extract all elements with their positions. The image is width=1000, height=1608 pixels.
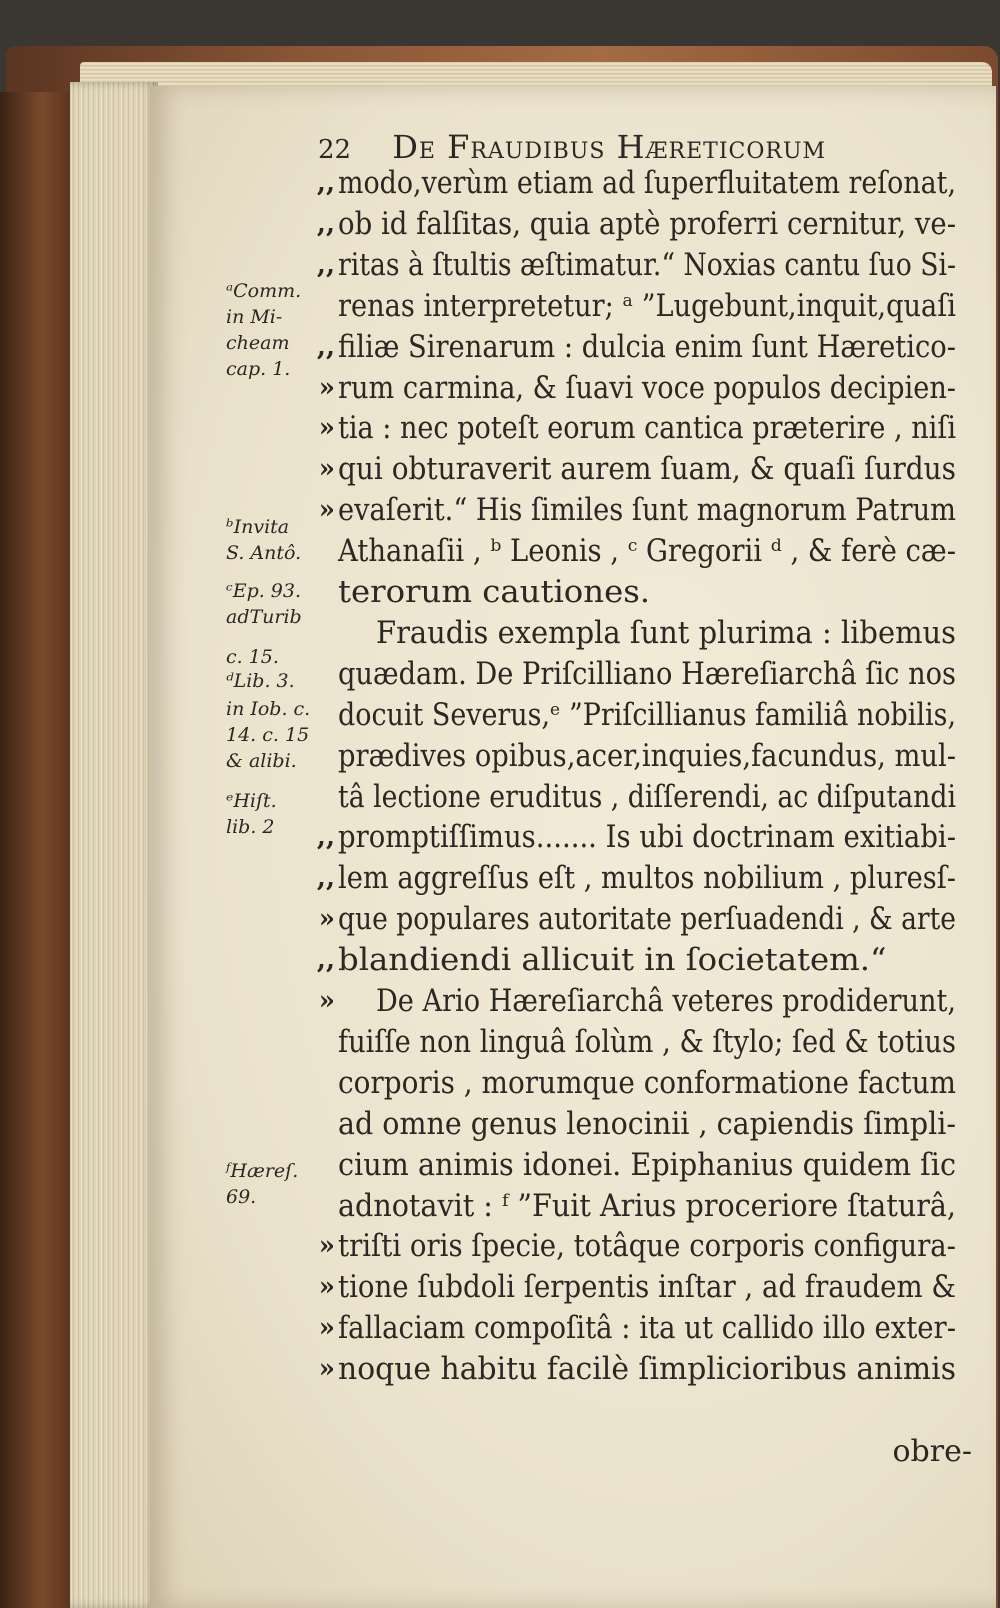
margin-note: S. Antô. [226, 542, 302, 564]
text-line [338, 207, 978, 242]
text-line [338, 739, 978, 774]
text-line [338, 1352, 978, 1387]
text-line-content: prædives opibus,acer,inquies,facundus, mul- [338, 738, 956, 774]
text-line-content: triſti oris ſpecie, totâque corporis configura- [338, 1229, 956, 1265]
text-line-content: tia : nec poteſt eorum cantica præterire , niſi [338, 411, 956, 447]
text-line [338, 984, 978, 1019]
text-line-content: ritas à ſtultis æſtimatur.“ Noxias cantu ſuo Si- [338, 247, 956, 283]
margin-note: 69. [226, 1186, 257, 1208]
text-line [338, 657, 978, 692]
text-line-content: ob id falſitas, quia aptè proferri cernitur, ve- [338, 206, 956, 242]
quotation-mark: » [318, 1272, 335, 1303]
text-line [338, 1229, 978, 1264]
text-line-content: cium animis idonei. Epiphanius quidem ſic [338, 1147, 956, 1183]
margin-note: ᵇInvita [226, 516, 290, 538]
text-line [338, 1066, 978, 1101]
text-line-content: modo,verùm etiam ad ſuperfluitatem reſonat, [338, 166, 956, 201]
text-line [338, 330, 978, 365]
text-line-content: lem aggreſſus eſt , multos nobilium , pluresſ- [338, 861, 956, 897]
margin-note: ᶜEp. 93. [226, 580, 302, 602]
text-line-content: Athanaſii , ᵇ Leonis , ᶜ Gregorii ᵈ , & ferè cæ- [338, 534, 956, 570]
quotation-mark: ,, [316, 863, 335, 894]
margin-note: ᵃComm. [226, 280, 302, 302]
text-line [338, 371, 978, 406]
text-line [338, 1107, 978, 1142]
text-line-content: noque habitu facilè ſimplicioribus animis [338, 1352, 956, 1388]
margin-note: lib. 2 [226, 816, 275, 838]
quotation-mark: » [318, 986, 335, 1016]
text-line [338, 1311, 978, 1346]
text-line-content: quædam. De Priſcilliano Hæreſiarchâ ſic nos [338, 656, 956, 692]
quotation-mark: ,, [316, 249, 335, 280]
text-line [338, 1025, 978, 1060]
text-line-content: tâ lectione eruditus , diſſerendi, ac diſputandi [338, 779, 956, 815]
margin-note: 14. c. 15 [226, 724, 310, 746]
quotation-mark: ,, [316, 822, 335, 853]
text-line-content: filiæ Sirenarum : dulcia enim ſunt Hæretico- [338, 329, 956, 365]
text-line [338, 616, 978, 651]
margin-note: in Iob. c. [226, 698, 311, 720]
text-line [338, 289, 978, 324]
text-line [338, 452, 978, 487]
text-line-content: blandiendi allicuit in ſocietatem.“ [338, 943, 887, 979]
text-line [338, 411, 978, 446]
text-line-content: adnotavit : ᶠ ”Fuit Arius proceriore ſtaturâ, [338, 1188, 956, 1224]
quotation-mark: » [318, 1313, 335, 1344]
margin-note: & alibi. [226, 750, 297, 772]
quotation-mark: ,, [316, 208, 335, 239]
text-line-content: ad omne genus lenocinii , capiendis ſimpli- [338, 1106, 956, 1142]
running-header [318, 128, 938, 166]
quotation-mark: » [318, 1354, 335, 1385]
margin-note: ᶠHæreſ. [226, 1160, 299, 1182]
text-line-content: fuiſſe non linguâ ſolùm , & ſtylo; ſed & totius [338, 1024, 956, 1060]
text-line-content: que populares autoritate perſuadendi , & arte [338, 902, 956, 938]
text-line-content: evaſerit.“ His ſimiles ſunt magnorum Patrum [338, 493, 956, 529]
text-line-content: De Ario Hæreſiarchâ veteres prodiderunt, [376, 984, 956, 1019]
text-line [338, 1189, 978, 1224]
text-line-content: fallaciam compoſitâ : ita ut callido illo exter- [338, 1311, 956, 1347]
margin-note: adTurib [226, 606, 302, 628]
quotation-mark: » [318, 495, 335, 526]
text-line-content: docuit Severus,ᵉ ”Priſcillianus familiâ nobilis, [338, 697, 956, 733]
text-line-content: promptiſſimus....... Is ubi doctrinam exitiabi- [338, 820, 956, 856]
quotation-mark: ,, [316, 945, 335, 976]
text-line [338, 248, 978, 283]
quotation-mark: » [318, 904, 335, 935]
text-line [338, 575, 978, 610]
text-line [338, 493, 978, 528]
text-line-content: terorum cautiones. [338, 575, 651, 610]
text-line [338, 698, 978, 733]
margin-note: cheam [226, 332, 290, 354]
margin-note: ᵉHiſt. [226, 790, 277, 812]
text-line-content: rum carmina, & ſuavi voce populos decipien- [338, 370, 956, 406]
text-line-content: corporis , morumque conformatione factum [338, 1065, 956, 1101]
text-line [338, 534, 978, 569]
quotation-mark: » [318, 1231, 335, 1262]
text-line [338, 1270, 978, 1305]
catchword: obre- [892, 1434, 972, 1469]
page-number: 22 [318, 135, 352, 165]
text-line [338, 902, 978, 937]
running-title: De Fraudibus Hæreticorum [392, 128, 827, 166]
text-line-content: tione ſubdoli ſerpentis inſtar , ad fraudem & [338, 1270, 956, 1306]
quotation-mark: » [318, 454, 335, 485]
text-line-content: renas interpretetur; ᵃ ”Lugebunt,inquit,quaſi [338, 288, 956, 324]
text-line [338, 1148, 978, 1183]
text-line [338, 166, 978, 201]
margin-note: ᵈLib. 3. [226, 670, 295, 692]
quotation-mark: » [318, 372, 335, 403]
margin-note: cap. 1. [226, 358, 291, 380]
text-line [338, 780, 978, 815]
text-line [338, 820, 978, 855]
text-line-content: Fraudis exempla ſunt plurima : libemus [376, 615, 956, 651]
quotation-mark: ,, [316, 331, 335, 362]
text-line [338, 861, 978, 896]
text-line-content: qui obturaverit aurem ſuam, & quaſi ſurdus [338, 452, 956, 488]
margin-note: in Mi- [226, 306, 283, 328]
margin-note: c. 15. [226, 646, 279, 668]
text-line [338, 943, 978, 978]
quotation-mark: ,, [316, 168, 335, 198]
quotation-mark: » [318, 413, 335, 444]
